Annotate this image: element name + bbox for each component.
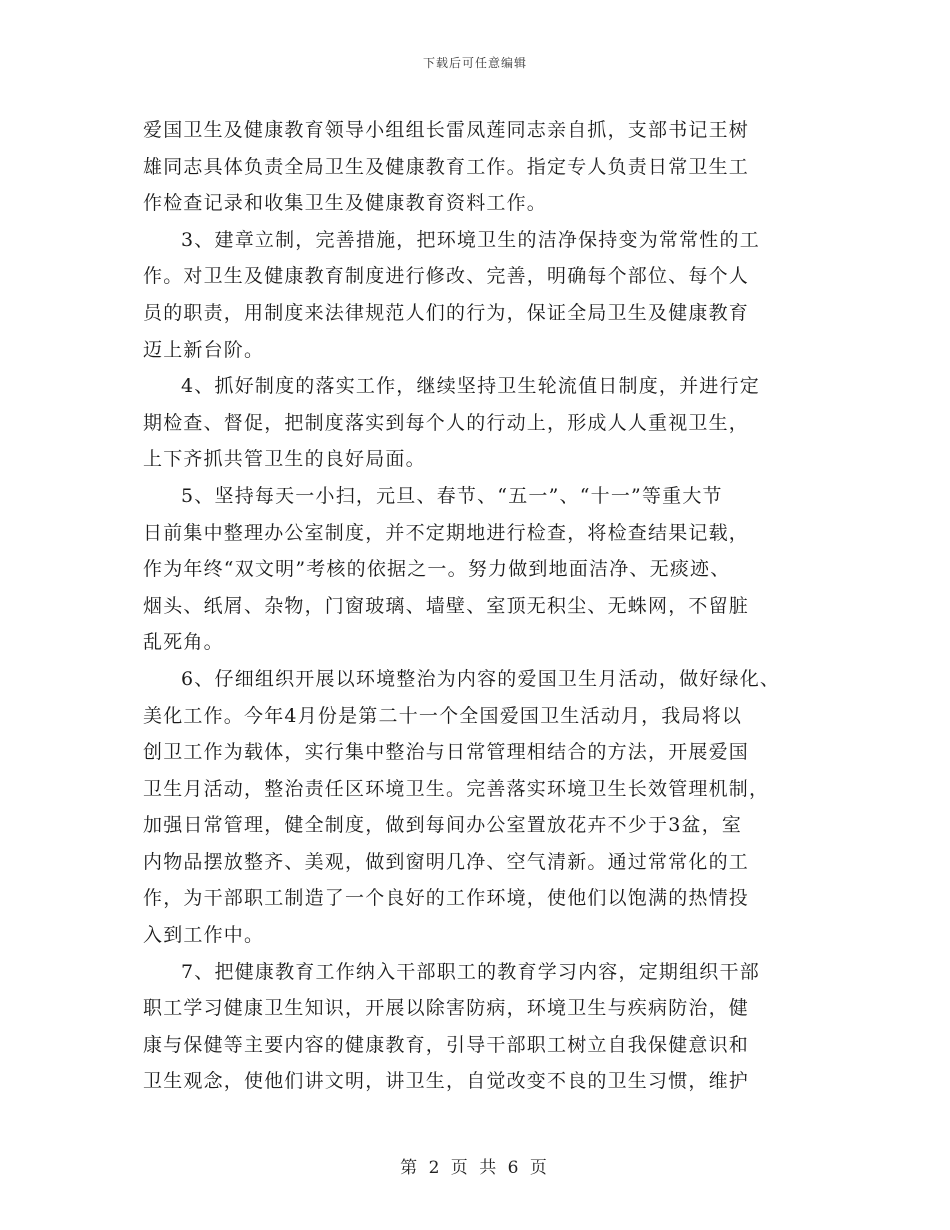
paragraph-item-7 xyxy=(143,954,823,1100)
text-line: 5、坚持每天一小扫，元旦、春节、“五一”、“十一”等重大节 xyxy=(181,484,723,507)
text-line: 乱死角。 xyxy=(143,631,224,654)
text-line: 美化工作。今年4月份是第二十一个全国爱国卫生活动月，我局将以 xyxy=(143,704,743,727)
text-line: 期检查、督促，把制度落实到每个人的行动上，形成人人重视卫生， xyxy=(143,411,750,434)
text-line: 日前集中整理办公室制度，并不定期地进行检查，将检查结果记载， xyxy=(143,521,750,544)
text-line: 4、抓好制度的落实工作，继续坚持卫生轮流值日制度，并进行定 xyxy=(181,375,760,398)
text-line: 烟头、纸屑、杂物，门窗玻璃、墙壁、室顶无积尘、无蛛网，不留脏 xyxy=(143,594,750,617)
text-line: 创卫工作为载体，实行集中整治与日常管理相结合的方法，开展爱国 xyxy=(143,741,750,764)
text-line: 康与保健等主要内容的健康教育，引导干部职工树立自我保健意识和 xyxy=(143,1033,750,1056)
text-line: 6、仔细组织开展以环境整治为内容的爱国卫生月活动，做好绿化、 xyxy=(181,667,781,690)
paragraph-continuation xyxy=(143,112,823,222)
page-number: 第 2 页 共 6 页 xyxy=(400,1158,550,1178)
text-line: 员的职责，用制度来法律规范人们的行为，保证全局卫生及健康教育 xyxy=(143,301,750,324)
text-line: 7、把健康教育工作纳入干部职工的教育学习内容，定期组织干部 xyxy=(181,960,760,983)
text-line: 作。对卫生及健康教育制度进行修改、完善，明确每个部位、每个人 xyxy=(143,265,750,288)
text-line: 加强日常管理，健全制度，做到每间办公室置放花卉不少于3盆，室 xyxy=(143,814,743,837)
text-line: 作为年终“双文明”考核的依据之一。努力做到地面洁净、无痰迹、 xyxy=(143,558,731,581)
paragraph-item-3 xyxy=(143,222,823,368)
paragraph-item-5 xyxy=(143,478,823,661)
text-line: 雄同志具体负责全局卫生及健康教育工作。指定专人负责日常卫生工 xyxy=(143,155,750,178)
text-line: 作，为干部职工制造了一个良好的工作环境，使他们以饱满的热情投 xyxy=(143,887,750,910)
paragraph-item-4 xyxy=(143,368,823,478)
text-line: 卫生观念，使他们讲文明，讲卫生，自觉改变不良的卫生习惯，维护 xyxy=(143,1070,750,1093)
text-line: 作检查记录和收集卫生及健康教育资料工作。 xyxy=(143,192,548,215)
text-line: 入到工作中。 xyxy=(143,924,265,947)
text-line: 职工学习健康卫生知识，开展以除害防病，环境卫生与疾病防治，健 xyxy=(143,997,750,1020)
text-line: 爱国卫生及健康教育领导小组组长雷凤莲同志亲自抓，支部书记王树 xyxy=(143,119,750,141)
paragraph-item-6 xyxy=(143,661,823,954)
text-line: 内物品摆放整齐、美观，做到窗明几净、空气清新。通过常常化的工 xyxy=(143,850,750,873)
header-note: 下载后可任意编辑 xyxy=(422,56,527,70)
document-body xyxy=(143,112,823,1100)
text-line: 卫生月活动，整治责任区环境卫生。完善落实环境卫生长效管理机制， xyxy=(143,777,770,800)
text-line: 3、建章立制，完善措施，把环境卫生的洁净保持变为常常性的工 xyxy=(181,228,760,251)
text-line: 迈上新台阶。 xyxy=(143,338,265,361)
text-line: 上下齐抓共管卫生的良好局面。 xyxy=(143,448,426,471)
